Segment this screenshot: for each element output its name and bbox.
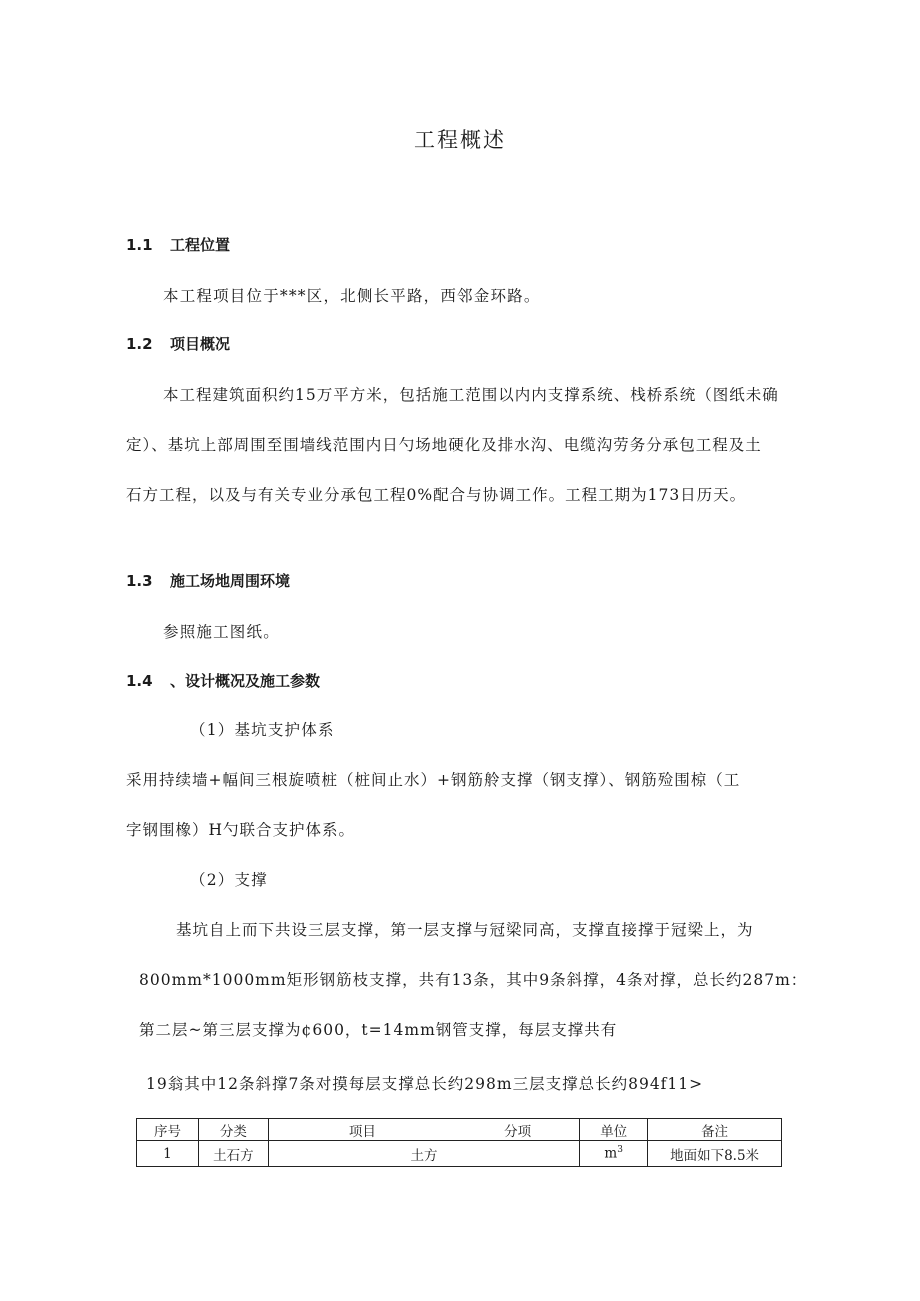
section-number: 1.1: [126, 236, 153, 254]
environment-paragraph: 参照施工图纸。: [163, 623, 280, 641]
section-number: 1.3: [126, 572, 153, 590]
header-cell: 备注: [648, 1119, 782, 1141]
table-cell: 地面如下8.5米: [648, 1141, 782, 1167]
page-title: 工程概述: [414, 128, 506, 152]
subheading-support-system: （1）基坑支护体系: [190, 721, 335, 739]
unit-text: m: [604, 1145, 618, 1162]
table-cell: 土石方: [198, 1141, 268, 1167]
support-system-line-2: 字钢围橡）H勺联合支护体系。: [126, 821, 356, 839]
header-cell: 项目: [268, 1119, 456, 1141]
brace-line-3: 第二层~第三层支撑为¢600，t=14mm钢管支撑，每层支撑共有: [139, 1021, 618, 1039]
section-title: 、设计概况及施工参数: [170, 672, 321, 690]
brace-line-2: 800mm*1000mm矩形钢筋枝支撑，共有13条，其中9条斜撑，4条对撑，总长约287m：: [139, 971, 808, 989]
section-title: 施工场地周围环境: [170, 572, 291, 590]
section-1-1-heading: [126, 234, 230, 255]
section-1-3-heading: [126, 570, 290, 591]
header-cell: 单位: [580, 1119, 648, 1141]
section-title: 工程位置: [170, 236, 231, 254]
section-number: 1.2: [126, 335, 153, 353]
quantity-table: [136, 1118, 782, 1167]
support-system-line-1: 采用持续墙+幅间三根旋喷桩（桩间止水）+钢筋舲支撑（钢支撑）、钢筋殓围椋（工: [126, 771, 741, 789]
table-cell: 1: [137, 1141, 199, 1167]
header-cell: 序号: [137, 1119, 199, 1141]
table-header-row: [137, 1119, 782, 1141]
overview-line-2: 定）、基坑上部周围至围墙线范围内日勺场地硬化及排水沟、电缆沟劳务分承包工程及土: [126, 436, 762, 454]
header-cell: 分类: [198, 1119, 268, 1141]
section-1-2-heading: [126, 333, 230, 354]
section-title: 项目概况: [170, 335, 231, 353]
brace-line-1: 基坑自上而下共设三层支撑，第一层支撑与冠梁同高，支撑直接撑于冠梁上，为: [176, 921, 754, 939]
section-number: 1.4: [126, 672, 153, 690]
header-cell: 分项: [456, 1119, 580, 1141]
brace-line-4: 19翁其中12条斜撑7条对摸每层支撑总长约298m三层支撑总长约894f11>: [146, 1075, 704, 1093]
unit-superscript: 3: [617, 1145, 623, 1156]
subheading-brace: （2）支撑: [190, 871, 268, 889]
section-1-4-heading: [126, 670, 320, 691]
table-cell-unit: [580, 1141, 648, 1167]
overview-line-1: 本工程建筑面积约15万平方米，包括施工范围以内内支撑系统、栈桥系统（图纸未确: [163, 386, 779, 404]
table-row: [137, 1141, 782, 1167]
location-paragraph: 本工程项目位于***区，北侧长平路，西邻金环路。: [163, 287, 541, 305]
overview-line-3: 石方工程，以及与有关专业分承包工程0%配合与协调工作。工程工期为173日历天。: [126, 486, 747, 504]
table-cell: 土方: [268, 1141, 579, 1167]
